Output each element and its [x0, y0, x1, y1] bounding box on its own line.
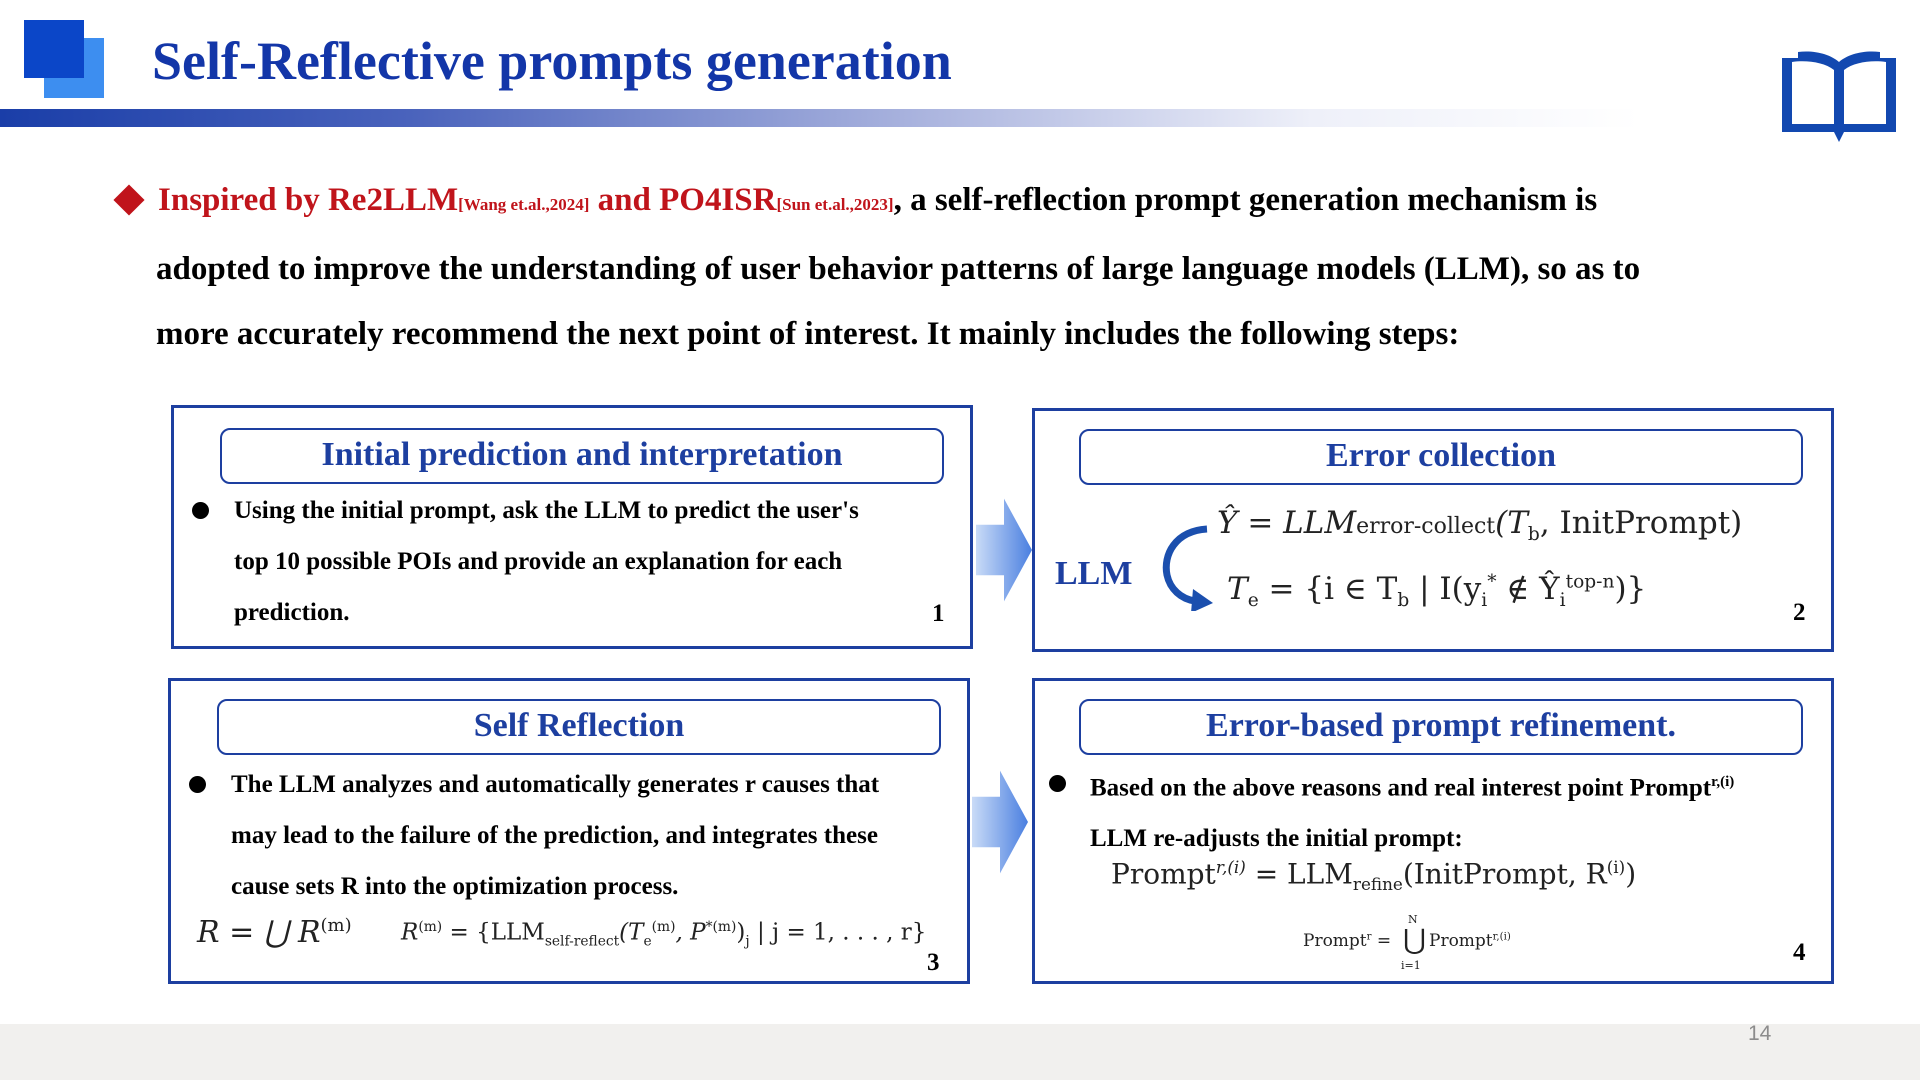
open-book-icon	[1776, 48, 1902, 146]
bullet-dot	[1049, 775, 1066, 792]
bullet-line-text: Based on the above reasons and real interest point Prompt	[1090, 774, 1712, 802]
bullet-text	[1090, 757, 1830, 864]
formula-sup: r	[1366, 931, 1372, 943]
bullet-dot	[192, 502, 209, 519]
formula-union-sign: ⋃	[1403, 923, 1426, 956]
formula-text: )}	[1614, 571, 1647, 607]
formula-text: Prompt	[1111, 857, 1216, 891]
bullet-line: cause sets R into the optimization process.	[231, 873, 679, 900]
bullet-line	[1090, 757, 1830, 813]
bullet-text	[234, 485, 954, 638]
formula-text: | j = 1, . . . , r}	[749, 919, 927, 946]
bullet-text	[231, 759, 966, 912]
llm-label: LLM	[1055, 555, 1133, 592]
formula-sup: (m)	[651, 919, 676, 935]
panel-error-collection	[1032, 408, 1834, 652]
panel-prompt-refinement	[1032, 678, 1834, 984]
right-arrow-icon	[972, 768, 1028, 876]
panel-self-reflection	[168, 678, 970, 984]
formula-text: (T	[1495, 505, 1528, 541]
formula-text: = {LLM	[442, 919, 545, 946]
square-logo-icon	[24, 20, 84, 78]
panel-title: Error collection	[1079, 429, 1803, 485]
formula-text: = LLM	[1245, 857, 1353, 891]
formula-text: (InitPrompt, R	[1402, 857, 1607, 891]
formula-error-set	[1227, 571, 1646, 611]
panel-title: Initial prediction and interpretation	[220, 428, 944, 484]
formula-sub: e	[643, 933, 652, 950]
formula-sup: r,(i)	[1215, 857, 1246, 877]
title-underline-bar	[0, 109, 1640, 127]
footer-bar	[0, 1024, 1920, 1080]
formula-text: T	[1227, 571, 1248, 607]
formula-error-collect	[1217, 505, 1742, 545]
formula-text	[1429, 931, 1511, 951]
formula-text: )	[736, 919, 746, 946]
page-number: 14	[1748, 1022, 1772, 1045]
bullet-line: may lead to the failure of the prediction, and integrates these	[231, 822, 878, 849]
formula-sub: error-collect	[1356, 514, 1496, 539]
panel-title: Self Reflection	[217, 699, 941, 755]
formula-text: =	[1371, 931, 1392, 951]
citation-re2llm: [Wang et.al.,2024]	[458, 195, 590, 214]
intro-and: and PO4ISR	[589, 182, 777, 218]
diamond-bullet-icon	[113, 185, 144, 216]
formula-prompt-refine	[1111, 857, 1636, 894]
formula-sub: b	[1397, 590, 1410, 612]
bullet-sup: r,(i)	[1711, 774, 1735, 790]
formula-sup: r,(i)	[1492, 931, 1511, 943]
step-number: 4	[1793, 939, 1806, 966]
formula-text: (T	[619, 919, 644, 946]
formula-sup: (m)	[320, 915, 352, 936]
intro-paragraph	[112, 168, 1812, 367]
formula-sup: top-n	[1565, 571, 1615, 593]
bullet-line: top 10 possible POIs and provide an explanation for each	[234, 548, 843, 575]
formula-r-union	[197, 915, 352, 950]
formula-text: Prompt	[1429, 931, 1493, 951]
formula-text: = {i ∈ T	[1258, 571, 1398, 607]
curved-arrow-icon	[1155, 521, 1225, 611]
formula-sub: e	[1247, 590, 1259, 612]
formula-text: R = ⋃ R	[197, 915, 321, 950]
formula-text: , P	[675, 919, 706, 946]
formula-text: ∉ Ŷ	[1496, 571, 1560, 607]
intro-line-1	[112, 168, 1812, 237]
intro-lead: Inspired by Re2LLM	[158, 182, 459, 218]
citation-po4isr: [Sun et.al.,2023]	[776, 195, 894, 214]
formula-sup: (i)	[1606, 857, 1626, 877]
bullet-line: prediction.	[234, 599, 350, 626]
step-number: 1	[932, 600, 945, 627]
bullet-line: LLM re-adjusts the initial prompt:	[1090, 825, 1463, 853]
formula-sub: j	[745, 933, 750, 950]
formula-text	[1303, 931, 1391, 951]
formula-text: R	[401, 919, 419, 946]
bullet-dot	[189, 776, 206, 793]
formula-text: | I(y	[1409, 571, 1482, 607]
formula-sup: *(m)	[705, 919, 737, 935]
formula-text: , InitPrompt)	[1539, 505, 1743, 541]
step-number: 3	[927, 949, 940, 976]
formula-limit-bottom: i=1	[1401, 959, 1421, 972]
panel-initial-prediction	[171, 405, 973, 649]
right-arrow-icon	[976, 496, 1032, 604]
formula-text: Ŷ = LLM	[1217, 505, 1357, 541]
formula-sub: i	[1559, 590, 1566, 612]
formula-sub: self-reflect	[544, 933, 620, 950]
formula-sub: b	[1527, 524, 1540, 546]
bullet-line: The LLM analyzes and automatically generates r causes that	[231, 771, 880, 798]
formula-sup: (m)	[418, 919, 443, 935]
formula-r-definition	[401, 919, 926, 949]
step-number: 2	[1793, 599, 1806, 626]
formula-sub: i	[1481, 590, 1488, 612]
intro-line-2: adopted to improve the understanding of user behavior patterns of large language models (LLM), so as to	[156, 251, 1641, 287]
panel-title: Error-based prompt refinement.	[1079, 699, 1803, 755]
formula-sub: refine	[1352, 873, 1403, 894]
page-title: Self-Reflective prompts generation	[152, 31, 952, 91]
intro-line-3: more accurately recommend the next point of interest. It mainly includes the following steps:	[156, 316, 1460, 352]
intro-rest: , a self-reflection prompt generation mechanism is	[893, 182, 1598, 218]
formula-text: Prompt	[1303, 931, 1367, 951]
formula-sup: *	[1487, 571, 1497, 593]
formula-limit-top: N	[1408, 913, 1418, 926]
bullet-line: Using the initial prompt, ask the LLM to predict the user's	[234, 497, 859, 524]
formula-prompt-union	[1303, 913, 1543, 973]
formula-text: )	[1625, 857, 1637, 891]
